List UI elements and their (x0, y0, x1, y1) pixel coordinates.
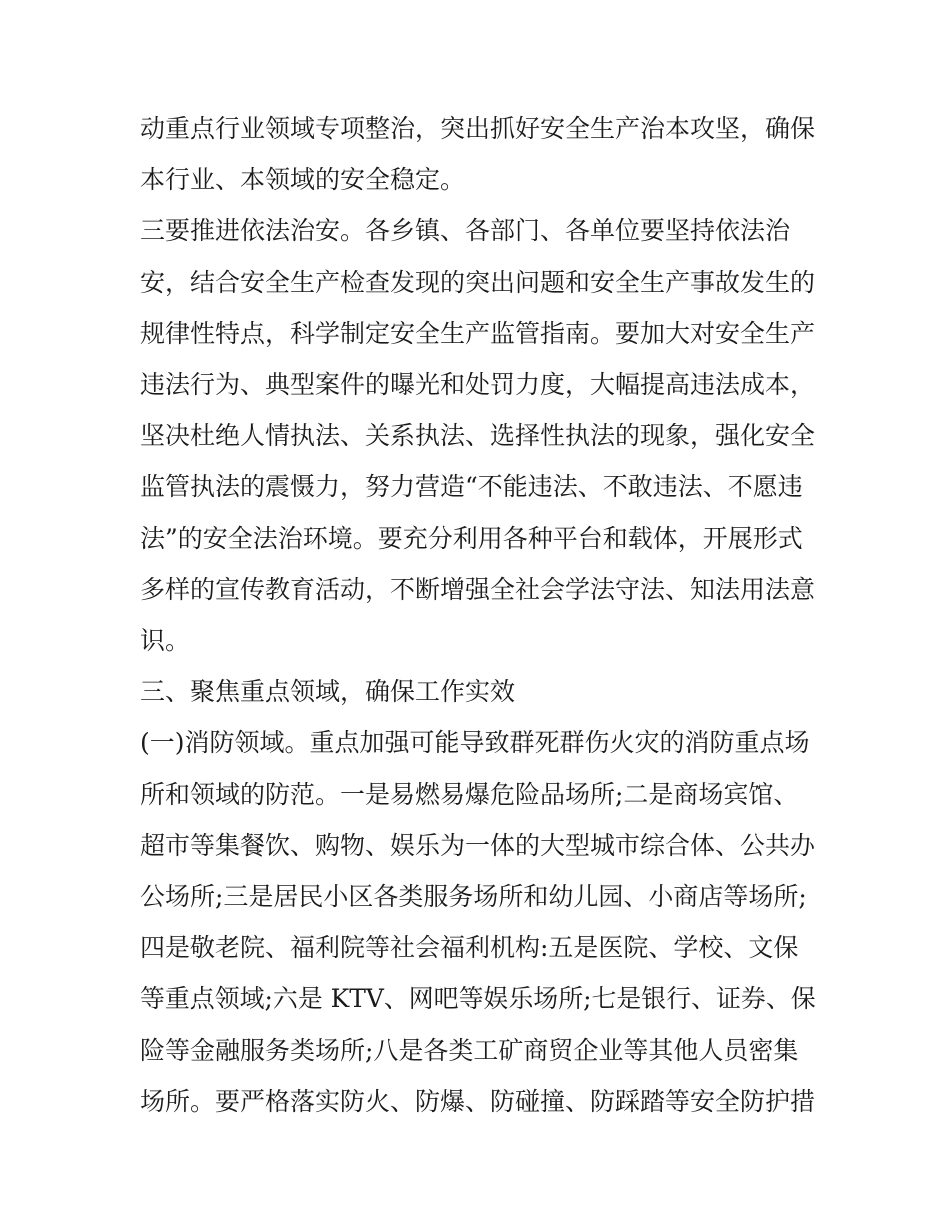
text-line: 动重点行业领域专项整治，突出抓好安全生产治本攻坚，确保 (140, 114, 816, 143)
text-line: 公场所;三是居民小区各类服务场所和幼儿园、小商店等场所; (140, 882, 807, 912)
section-heading: 三、聚焦重点领域，确保工作实效 (140, 677, 516, 707)
text-line: 坚决杜绝人情执法、关系执法、选择性执法的现象，强化安全 (140, 421, 816, 451)
text-line: 三要推进依法治安。各乡镇、各部门、各单位要坚持依法治 (140, 216, 791, 246)
text-line: 所和领域的防范。一是易燃易爆危险品场所;二是商场宾馆、 (140, 779, 799, 809)
text-line: 场所。要严格落实防火、防爆、防碰撞、防踩踏等安全防护措 (140, 1086, 816, 1116)
text-line: 险等金融服务类场所;八是各类工矿商贸企业等其他人员密集 (140, 1035, 799, 1065)
text-line: 超市等集餐饮、购物、娱乐为一体的大型城市综合体、公共办 (140, 830, 816, 860)
text-line: 违法行为、典型案件的曝光和处罚力度，大幅提高违法成本， (140, 370, 816, 400)
text-line: 规律性特点，科学制定安全生产监管指南。要加大对安全生产 (140, 318, 816, 348)
text-line: 识。 (140, 626, 191, 656)
text-line: 监管执法的震慑力，努力营造“不能违法、不敢违法、不愿违 (140, 472, 803, 502)
text-line: 多样的宣传教育活动，不断增强全社会学法守法、知法用法意 (140, 574, 816, 604)
document-body (140, 103, 816, 1127)
text-line: 等重点领域;六是 KTV、网吧等娱乐场所;七是银行、证券、保 (140, 984, 816, 1014)
text-line: 法”的安全法治环境。要充分利用各种平台和载体，开展形式 (140, 523, 803, 553)
text-line: 本行业、本领域的安全稳定。 (140, 165, 466, 195)
text-line: 四是敬老院、福利院等社会福利机构:五是医院、学校、文保 (140, 933, 799, 963)
text-line: (一)消防领域。重点加强可能导致群死群伤火灾的消防重点场 (140, 728, 810, 758)
text-line: 安，结合安全生产检查发现的突出问题和安全生产事故发生的 (140, 267, 816, 297)
